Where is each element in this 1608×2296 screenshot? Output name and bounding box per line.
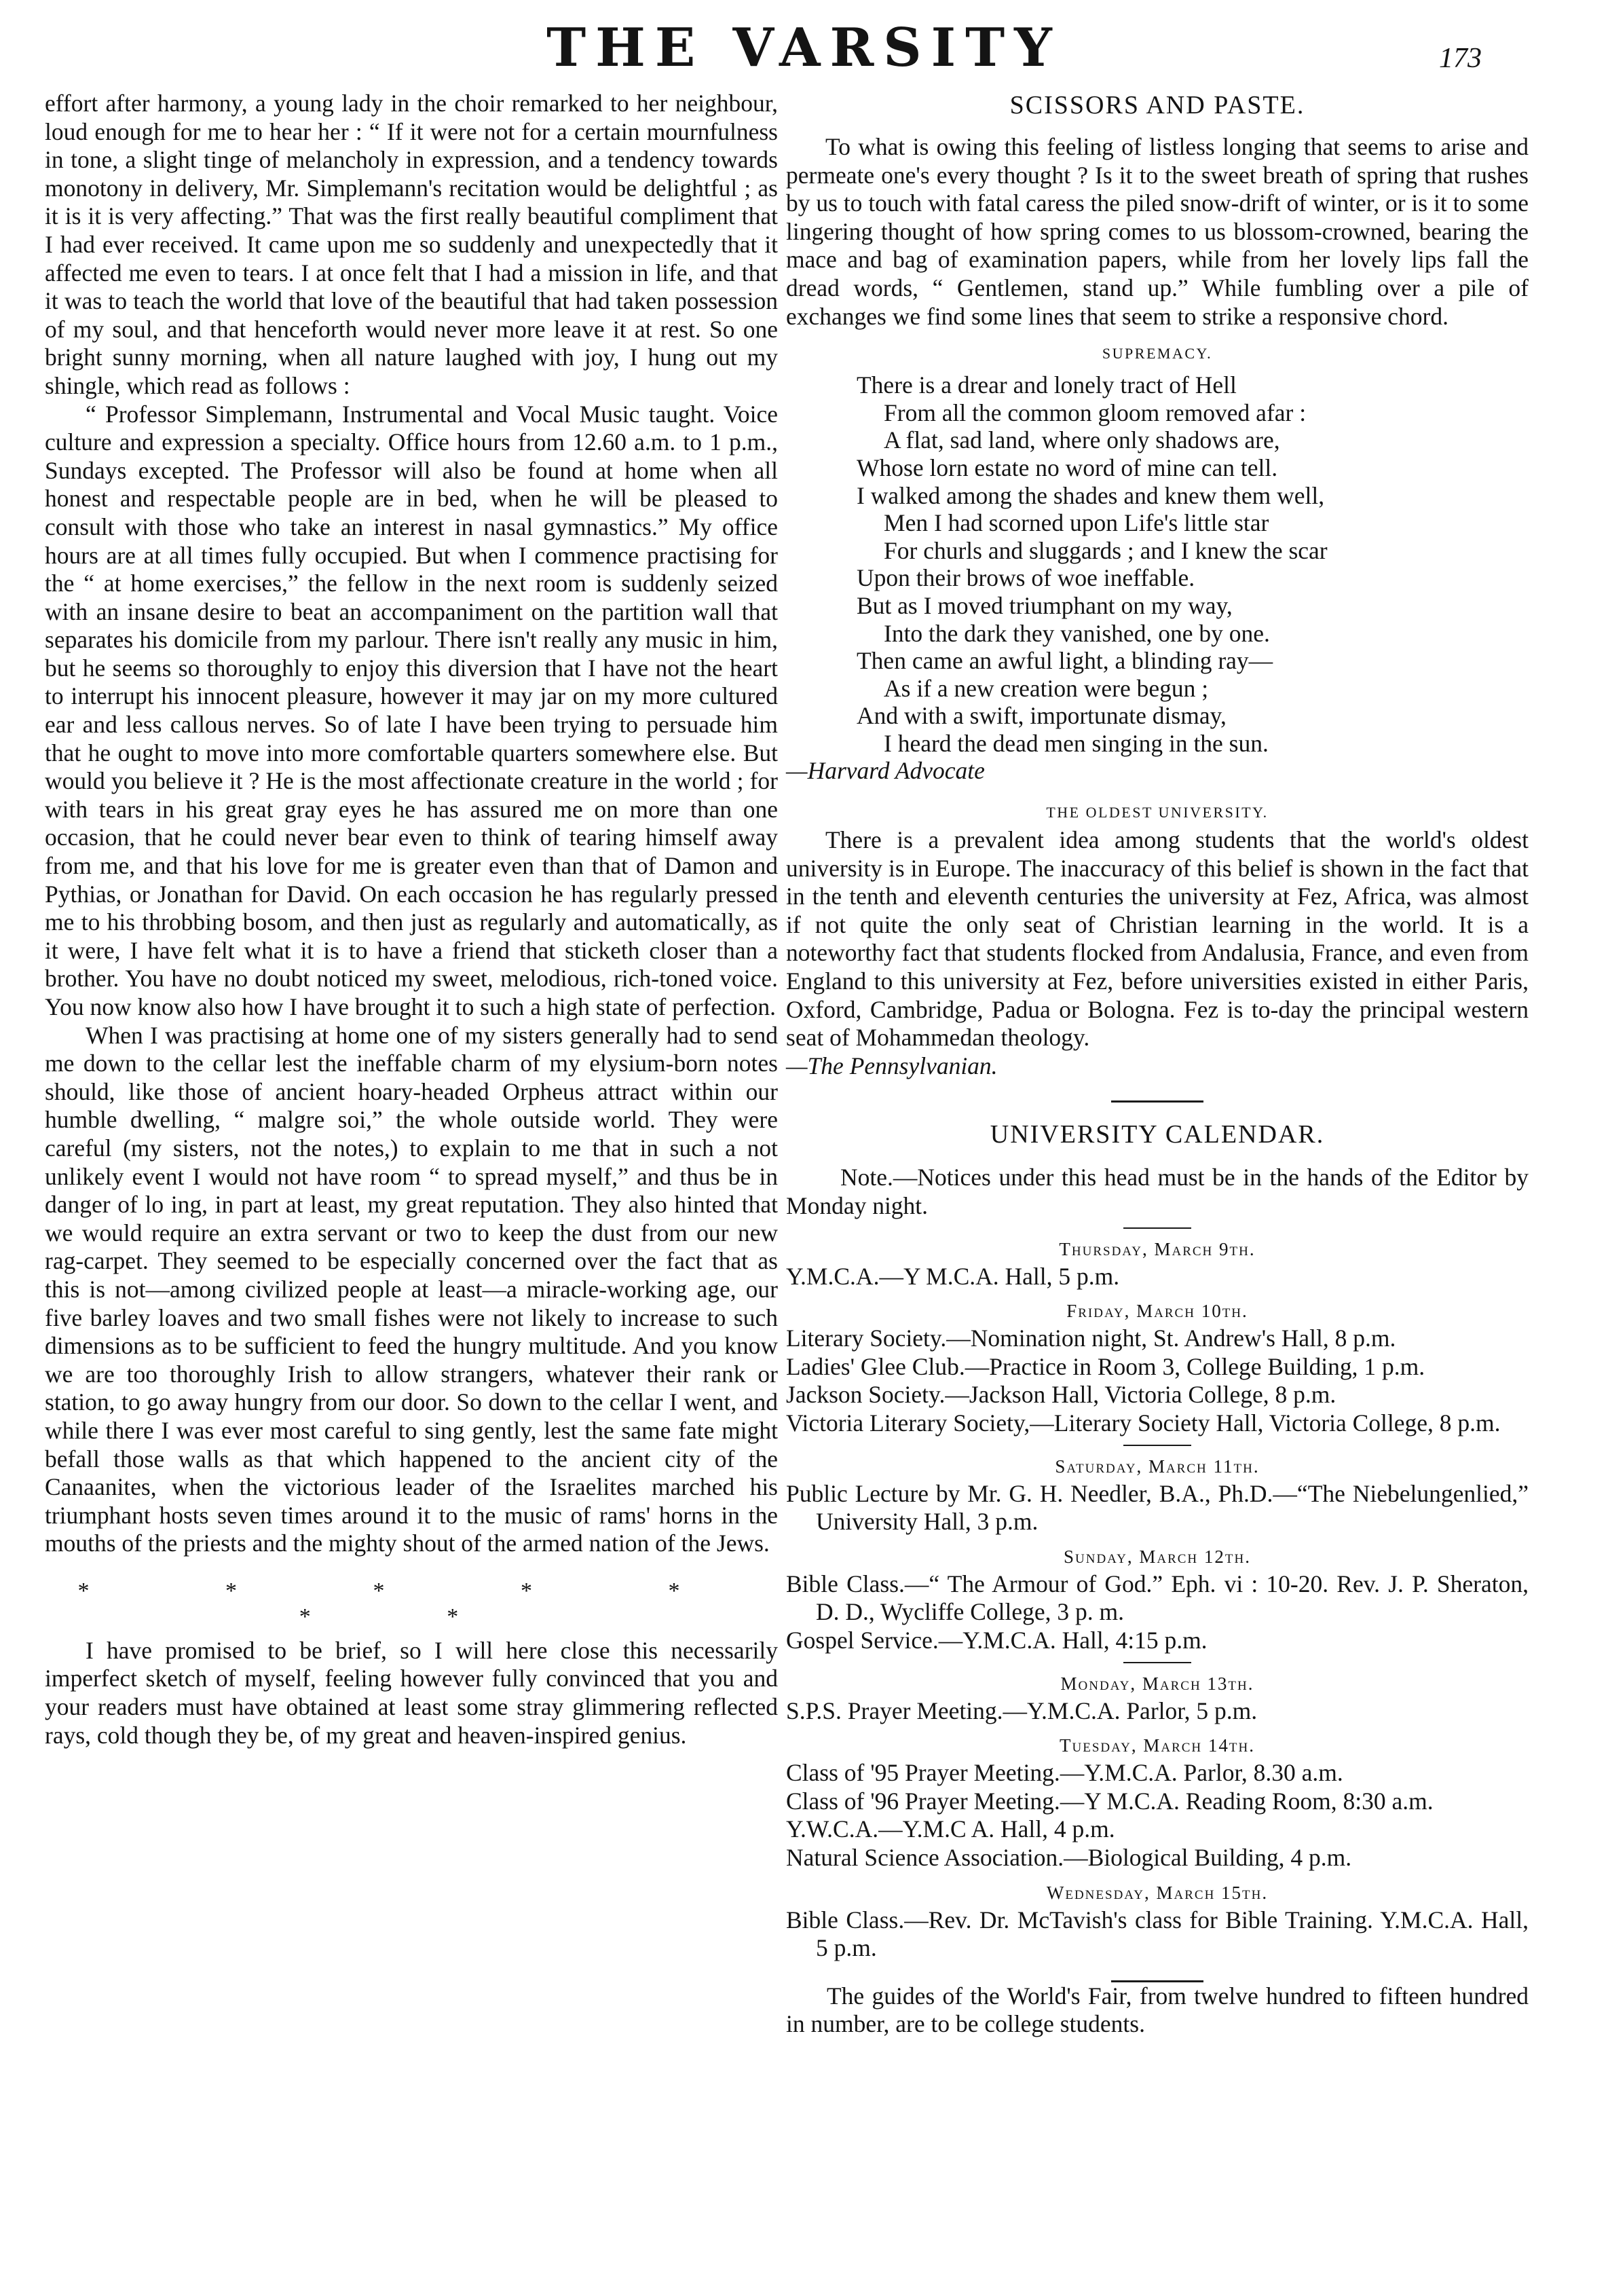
- calendar-day-heading: Thursday, March 9th.: [1059, 1238, 1256, 1259]
- section-break-stars: * * * * * * *: [77, 1578, 745, 1629]
- section-title-calendar: UNIVERSITY CALENDAR.: [990, 1120, 1325, 1149]
- calendar-entry: Jackson Society.—Jackson Hall, Victoria College, 8 p.m.: [786, 1381, 1336, 1409]
- poem-line: Into the dark they vanished, one by one.: [884, 619, 1270, 647]
- oldest-university-attribution: —The Pennsylvanian.: [786, 1052, 998, 1079]
- scissors-intro: To what is owing this feeling of listless longing that seems to arise and permeate one's every thought ? Is it to the sweet breath of spring that rushes by us to touch with fatal caress the piled snow-drift of winter, or is it to some lingering thought of how spring comes to us blossom-crowned, bearing the mace and bag of examination papers, while from her lovely lips fall the dread words, “ Gentlemen, stand up.” While fumbling over a pile of exchanges we find some lines that seem to strike a responsive chord.: [786, 133, 1529, 330]
- poem-line: Then came an awful light, a blinding ray—: [857, 647, 1273, 675]
- poem-line: Men I had scorned upon Life's little star: [884, 509, 1269, 537]
- article-closing-paragraph: I have promised to be brief, so I will here close this necessarily imperfect sketch of myself, feeling however fully convinced that you and your readers must have obtained at least some stray glimmering reflected rays, cold though they be, of my great and heaven-inspired genius.: [45, 1636, 778, 1749]
- right-column: [786, 90, 1529, 2039]
- calendar-entry: Gospel Service.—Y.M.C.A. Hall, 4:15 p.m.: [786, 1626, 1208, 1654]
- closing-note: The guides of the World's Fair, from twelve hundred to fifteen hundred in number, are to be college students.: [786, 1982, 1529, 2038]
- poem-line: But as I moved triumphant on my way,: [857, 591, 1233, 619]
- poem-line: From all the common gloom removed afar :: [884, 399, 1307, 426]
- poem-line: For churls and sluggards ; and I knew the scar: [884, 536, 1328, 564]
- section-title-oldest-university: THE OLDEST UNIVERSITY.: [1046, 804, 1269, 821]
- calendar-entry: Y.W.C.A.—Y.M.C A. Hall, 4 p.m.: [786, 1815, 1115, 1843]
- poem-line: As if a new creation were begun ;: [884, 674, 1209, 702]
- calendar-day-heading: Sunday, March 12th.: [1063, 1546, 1251, 1567]
- left-column: [45, 90, 778, 1749]
- masthead: THE VARSITY: [546, 17, 1062, 79]
- poem-line: A flat, sad land, where only shadows are,: [884, 426, 1280, 454]
- calendar-day-heading: Tuesday, March 14th.: [1060, 1735, 1255, 1756]
- calendar-entry: Public Lecture by Mr. G. H. Needler, B.A., Ph.D.—“The Niebelungenlied,” University Hall, 3 p.m.: [786, 1479, 1529, 1536]
- oldest-university-body: There is a prevalent idea among students that the world's oldest university is in Europe. The inaccuracy of this belief is shown in the fact that in the tenth and eleventh centuries the university at Fez, Africa, was almost if not quite the only seat of Christian learning in the world. It is a noteworthy fact that students flocked from Andalusia, France, and even from England to this university at Fez, before universities existed in either Paris, Oxford, Cambridge, Padua or Bologna. Fez is to-day the principal western seat of Mohammedan theology.: [786, 826, 1529, 1052]
- calendar-entry: Bible Class.—Rev. Dr. McTavish's class for Bible Training. Y.M.C.A. Hall, 5 p.m.: [786, 1906, 1529, 1962]
- poem-line: Upon their brows of woe ineffable.: [857, 564, 1195, 592]
- article-paragraph: effort after harmony, a young lady in the choir remarked to her neighbour, loud enough for me to hear her : “ If it were not for a certain mournfulness in tone, a slight tinge of melancholy in expression, and a tendency towards monotony in delivery, Mr. Simplemann's recitation would be delightful ; as it is it is very affecting.” That was the first really beautiful compliment that I had ever received. It came upon me so suddenly and unexpectedly that it affected me even to tears. I at once felt that I had a mission in life, and that it was to teach the world that love of the beautiful that had taken possession of my soul, and that henceforth would never more leave it at rest. So one bright sunny morning, when all nature laughed with joy, I hung out my shingle, which read as follows :: [45, 90, 778, 399]
- poem-attribution: —Harvard Advocate: [786, 757, 985, 785]
- calendar-note: Note.—Notices under this head must be in the hands of the Editor by Monday night.: [786, 1164, 1529, 1219]
- poem-line: I walked among the shades and knew them well,: [857, 481, 1325, 509]
- calendar-entry: Class of '95 Prayer Meeting.—Y.M.C.A. Parlor, 8.30 a.m.: [786, 1759, 1343, 1787]
- calendar-entry: Literary Society.—Nomination night, St. Andrew's Hall, 8 p.m.: [786, 1325, 1396, 1352]
- calendar-day-heading: Saturday, March 11th.: [1055, 1456, 1260, 1477]
- calendar-entry: Class of '96 Prayer Meeting.—Y M.C.A. Reading Room, 8:30 a.m.: [786, 1787, 1434, 1815]
- calendar-entry: Victoria Literary Society,—Literary Society Hall, Victoria College, 8 p.m.: [786, 1409, 1501, 1437]
- calendar-entry: Bible Class.—“ The Armour of God.” Eph. vi : 10-20. Rev. J. P. Sheraton, D. D., Wycliffe College, 3 p. m.: [786, 1570, 1529, 1626]
- calendar-day-heading: Friday, March 10th.: [1066, 1301, 1248, 1322]
- divider: [1123, 1662, 1191, 1663]
- calendar-entry: Natural Science Association.—Biological Building, 4 p.m.: [786, 1843, 1352, 1871]
- poem-line: And with a swift, importunate dismay,: [857, 702, 1227, 730]
- calendar-entry: Y.M.C.A.—Y M.C.A. Hall, 5 p.m.: [786, 1262, 1120, 1290]
- calendar-day-heading: Wednesday, March 15th.: [1046, 1882, 1269, 1903]
- poem-title: SUPREMACY.: [1102, 345, 1213, 363]
- divider: [1111, 1100, 1203, 1103]
- calendar-day-heading: Monday, March 13th.: [1060, 1673, 1254, 1694]
- article-paragraph: When I was practising at home one of my sisters generally had to send me down to the cellar lest the ineffable charm of my elysium-born notes should, like those of ancient hoary-headed Orpheus attract within our humble dwelling, “ malgre soi,” the whole outside world. They were careful (my sisters, not the notes,) to explain to me that in such a not unlikely event I would not have room “ to spread myself,” and thus be in danger of lo ing, in part at least, my great reputation. They also hinted that we would require an extra servant or two to keep the dust from our new rag-carpet. They seemed to be especially concerned over the fact that as this is not—among civilized people at least—a miracle-working age, our five barley loaves and two small fishes were not likely to increase to such dimensions as to be sufficient to feed the hungry multitude. And you know we are too thoroughly Irish to allow strangers, whatever their rank or station, to go away hungry from our door. So down to the cellar I went, and while there I was ever most careful to sing gently, lest the same fate might befall those walls as that which happened to the ancient city of the Canaanites, when the victorious leader of the Israelites marched his triumphant hosts seven times around it to the music of rams' horns in the mouths of the priests and the mighty shout of the armed nation of the Jews.: [45, 1021, 778, 1557]
- poem-line: Whose lorn estate no word of mine can tell.: [857, 453, 1278, 481]
- poem: [857, 371, 1529, 757]
- divider: [1123, 1445, 1191, 1446]
- poem-line: There is a drear and lonely tract of Hell: [857, 371, 1237, 399]
- calendar-entry: Ladies' Glee Club.—Practice in Room 3, College Building, 1 p.m.: [786, 1352, 1425, 1380]
- section-title-scissors: SCISSORS AND PASTE.: [1009, 91, 1305, 119]
- page-number: 173: [1439, 43, 1482, 74]
- poem-line: I heard the dead men singing in the sun.: [884, 729, 1269, 757]
- divider: [1123, 1227, 1191, 1229]
- calendar-entry: S.P.S. Prayer Meeting.—Y.M.C.A. Parlor, 5 p.m.: [786, 1697, 1258, 1724]
- article-paragraph: “ Professor Simplemann, Instrumental and Vocal Music taught. Voice culture and expression a specialty. Office hours from 12.60 a.m. to 1 p.m., Sundays excepted. The Professor will also be found at home when all honest and respectable people are in bed, when he will be pleased to consult with those who take an interest in nasal gymnastics.” My office hours are at all times fully occupied. But when I commence practising for the “ at home exercises,” the fellow in the next room is suddenly seized with an insane desire to beat an accompaniment on the partition wall that separates his domicile from my parlour. There isn't really any music in him, but he seems so thoroughly to enjoy this diversion that I have not the heart to interrupt his innocent pleasure, however it may jar on my more cultured ear and less callous nerves. So of late I have been trying to persuade him that he ought to move into more comfortable quarters somewhere else. But would you believe it ? He is the most affectionate creature in the world ; for with tears in his great gray eyes he has assured me on more than one occasion, that he could never bear even to think of tearing himself away from me, and that his love for me is greater even than that of Damon and Pythias, or Jonathan for David. On each occasion he has regularly pressed me to his throbbing bosom, and then just as regularly and automatically, as it were, I have felt what it is to have a friend that sticketh closer than a brother. You have no doubt noticed my sweet, melodious, rich-toned voice. You now know also how I have brought it to such a high state of perfection.: [45, 400, 778, 1020]
